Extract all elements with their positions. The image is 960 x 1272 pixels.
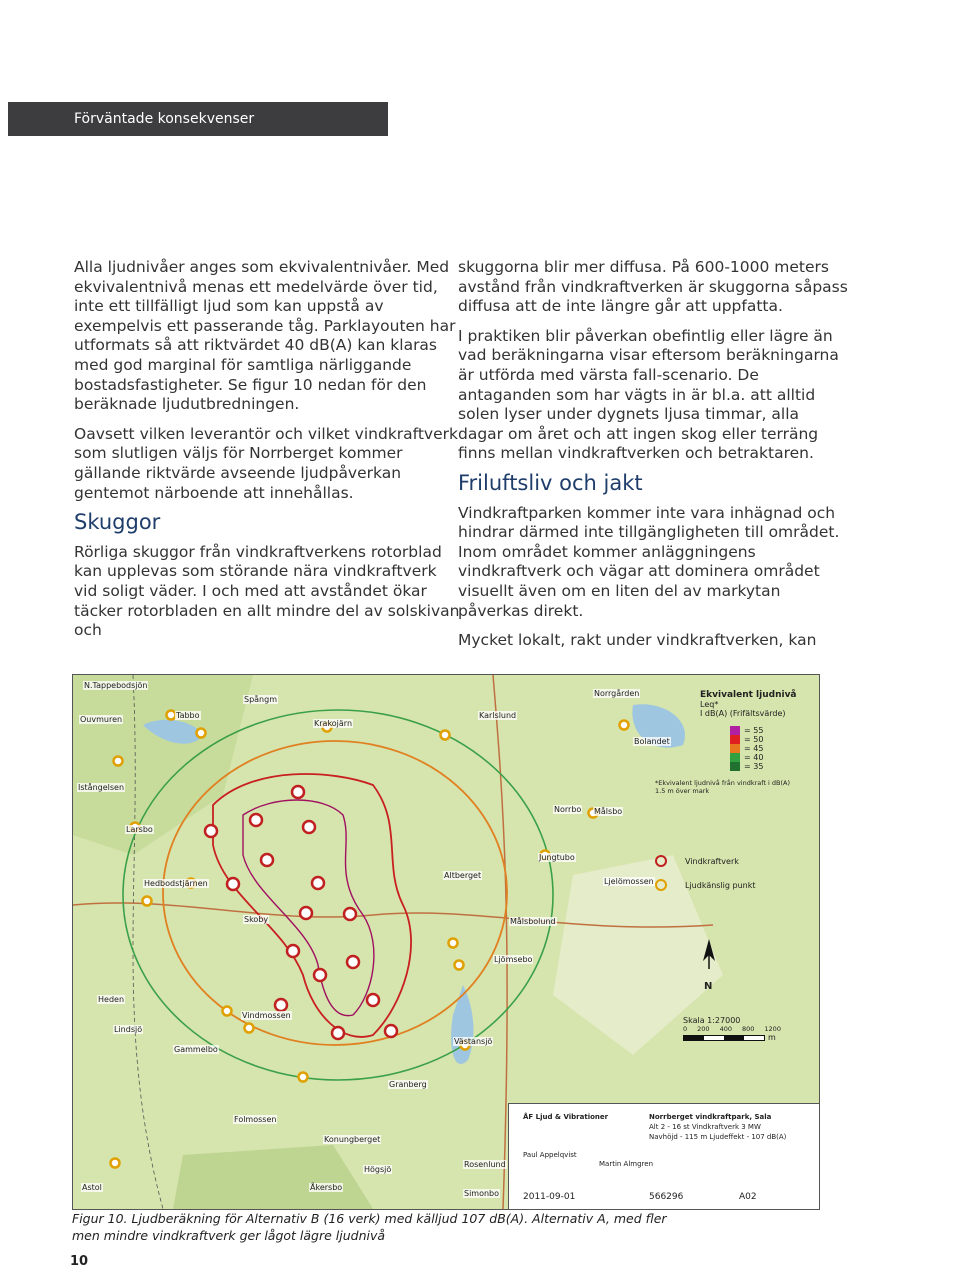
- figure-caption: Figur 10. Ljudberäkning för Alternativ B (16 verk) med källjud 107 dB(A). Alternativ A, med fler men mindre vindkraftverk ger lågot lägre ljudnivå: [72, 1211, 667, 1243]
- paragraph: I praktiken blir påverkan obefintlig eller lägre än vad beräkningarna visar eftersom beräkningarna är utförda med värsta fall-scenario. De antaganden som har vägts in är bl.a. att alltid solen lyser under dygnets ljusa timmar, alla dagar om året och att ingen skog eller terräng finns mellan vindkraftverken och betraktaren.: [458, 326, 839, 463]
- turbine-icon: [250, 814, 262, 826]
- legend-turbine-label: Vindkraftverk: [685, 856, 739, 866]
- map-place-label: Tabbo: [176, 711, 200, 720]
- map-place-label: Granberg: [389, 1080, 427, 1089]
- tb-number: 566296: [649, 1192, 684, 1202]
- map-place-label: Norrbo: [554, 805, 582, 814]
- turbine-icon: [261, 854, 273, 866]
- scale-tick: 800: [741, 1025, 755, 1033]
- legend-level: [730, 762, 817, 771]
- contour-35: [123, 710, 553, 1080]
- right-column: [458, 258, 848, 661]
- map-place-label: Spångm: [244, 695, 277, 704]
- page-number: 10: [70, 1254, 89, 1269]
- tb-project: Norrberget vindkraftpark, Sala: [649, 1113, 772, 1121]
- map-place-label: Gammelbo: [174, 1045, 218, 1054]
- legend-note: *Ekvivalent ljudnivå från vindkraft i dB(A): [655, 779, 791, 787]
- map-place-label: Målsbolund: [510, 917, 556, 926]
- map-place-label: Åkersbo: [310, 1183, 343, 1192]
- turbine-icon: [275, 999, 287, 1011]
- contour-40: [163, 741, 507, 1045]
- legend-swatch: [730, 762, 740, 771]
- turbine-icon: [287, 945, 299, 957]
- turbine-icon: [312, 877, 324, 889]
- map-place-label: Folmossen: [234, 1115, 277, 1124]
- tb-date: 2011-09-01: [523, 1192, 576, 1202]
- tb-person2: Martin Almgren: [599, 1160, 654, 1168]
- sensitive-point-legend-icon: [655, 879, 667, 891]
- sensitive-point-markers: [111, 711, 629, 1168]
- map-place-label: Västansjö: [454, 1037, 493, 1046]
- paragraph: Oavsett vilken leverantör och vilket vindkraftverk som slutligen väljs för Norrberget kommer gällande riktvärde avseende ljudpåverkan gentemot närboende att innehållas.: [74, 424, 458, 502]
- paragraph: Alla ljudnivåer anges som ekvivalentnivåer. Med ekvivalentnivå menas ett medelvärde över tid, inte ett tillfälligt ljud som kan uppstå av exempelvis ett passerande tåg. Parklayouten har utformats så att riktvärdet 40 dB(A) kan klaras med god marginal för samtliga närliggande bostadsfastigheter. Se figur 10 nedan för den beräknade ljudutbredningen.: [74, 258, 456, 414]
- legend-level-label: = 40: [744, 753, 764, 762]
- legend-subtitle: I dB(A) (Frifältsvärde): [700, 709, 786, 718]
- legend-level-label: = 50: [744, 735, 764, 744]
- scale-unit: m: [768, 1033, 776, 1042]
- legend-levels: [730, 726, 817, 771]
- legend-swatch: [730, 753, 740, 762]
- section-header-title: Förväntade konsekvenser: [74, 111, 255, 127]
- legend-level: [730, 744, 817, 753]
- map-place-label: Ouvmuren: [80, 715, 123, 724]
- map-place-label: Jungtubo: [539, 853, 575, 862]
- legend-subtitle: Leq*: [700, 700, 719, 709]
- tb-alt: Alt 2 - 16 st Vindkraftverk 3 MW: [649, 1123, 761, 1131]
- legend-level: [730, 753, 817, 762]
- scale-tick: 400: [719, 1025, 732, 1033]
- map-place-label: Heden: [98, 995, 125, 1004]
- legend-turbine-row: [655, 855, 817, 867]
- turbine-icon: [347, 956, 359, 968]
- map-place-label: Larsbo: [126, 825, 153, 834]
- contour-45: [213, 774, 411, 1037]
- map-place-label: Altberget: [444, 871, 482, 880]
- map-place-label: Lindsjö: [114, 1025, 143, 1034]
- section-header: [8, 102, 388, 136]
- scale-bar: [683, 1033, 817, 1042]
- turbine-icon: [300, 907, 312, 919]
- turbine-icon: [314, 969, 326, 981]
- map-place-label: Bolandet: [634, 737, 670, 746]
- paragraph: skuggorna blir mer diffusa. På 600-1000 meters avstånd från vindkraftverken är skuggorna såpass diffusa att de inte längre går att uppfatta.: [458, 258, 848, 316]
- map-place-label: Simonbo: [464, 1189, 500, 1198]
- map-place-label: Norrgården: [594, 689, 640, 698]
- map-place-label: N.Tappebodsjön: [84, 681, 148, 690]
- map-place-label: Konungberget: [324, 1135, 381, 1144]
- map-place-label: Ljelömossen: [604, 877, 654, 886]
- scale-ticks: [683, 1025, 817, 1033]
- scale-tick: 1200: [764, 1025, 781, 1033]
- scale-tick: 200: [697, 1025, 710, 1033]
- map-place-label: Astol: [82, 1183, 102, 1192]
- map-place-label: Karlslund: [479, 711, 517, 720]
- legend-level: [730, 735, 817, 744]
- map-place-label: Vindmossen: [242, 1011, 291, 1020]
- turbine-icon: [292, 786, 304, 798]
- turbine-icon: [205, 825, 217, 837]
- turbine-icon: [344, 908, 356, 920]
- tb-company: ÅF Ljud & Vibrationer: [523, 1113, 609, 1121]
- legend-swatch: [730, 744, 740, 753]
- paragraph: Mycket lokalt, rakt under vindkraftverken, kan: [458, 631, 817, 650]
- title-block: [508, 1103, 819, 1209]
- north-arrow-icon: [701, 939, 817, 992]
- tb-person1: Paul Appelqvist: [523, 1151, 577, 1159]
- legend-point-row: [655, 879, 817, 891]
- turbine-icon: [367, 994, 379, 1006]
- map-place-label: Krakojärn: [314, 719, 353, 728]
- turbine-markers: [205, 786, 397, 1039]
- left-column: [74, 258, 464, 651]
- legend-level: [730, 726, 817, 735]
- turbine-icon: [332, 1027, 344, 1039]
- turbine-icon: [303, 821, 315, 833]
- map-place-label: Högsjö: [364, 1165, 392, 1174]
- legend-title: Ekvivalent ljudnivå: [700, 690, 797, 700]
- legend-swatch: [730, 726, 740, 735]
- map-place-label: Hedbodstjärnen: [144, 879, 208, 888]
- legend-level-label: = 55: [744, 726, 764, 735]
- map-place-label: Skoby: [244, 915, 269, 924]
- map-place-label: Istångelsen: [78, 783, 125, 792]
- legend-note: 1.5 m över mark: [655, 787, 710, 795]
- heading-friluftsliv: Friluftsliv och jakt: [458, 470, 643, 495]
- tb-drawing: A02: [739, 1192, 757, 1202]
- turbine-icon: [227, 878, 239, 890]
- map-place-label: Ljömsebo: [494, 955, 533, 964]
- scale-label: Skala 1:27000: [683, 1016, 741, 1025]
- legend-swatch: [730, 735, 740, 744]
- paragraph: Vindkraftparken kommer inte vara inhägnad och hindrar därmed inte tillgängligheten till området. Inom området kommer anläggningens vindkraftverk och vägar att dominera området visuellt även om en liten del av markytan påverkas direkt.: [458, 503, 840, 620]
- turbine-icon: [385, 1025, 397, 1037]
- legend-level-label: = 45: [744, 744, 764, 753]
- heading-skuggor: Skuggor: [74, 510, 161, 535]
- legend-point-label: Ljudkänslig punkt: [685, 880, 756, 890]
- map-place-label: Målsbo: [594, 807, 623, 816]
- map-place-label: Rosenlund: [464, 1160, 506, 1169]
- paragraph: Rörliga skuggor från vindkraftverkens rotorblad kan upplevas som störande nära vindkraftverk vid soligt väder. I och med att avståndet ökar täcker rotorbladen en allt mindre del av solskivan och: [74, 542, 460, 640]
- map-legend: [645, 680, 817, 1042]
- north-label: N: [704, 981, 713, 992]
- tb-hub: Navhöjd - 115 m Ljudeffekt - 107 dB(A): [649, 1133, 787, 1141]
- turbine-legend-icon: [655, 855, 667, 867]
- scale-tick: 0: [683, 1025, 688, 1033]
- legend-level-label: = 35: [744, 762, 764, 771]
